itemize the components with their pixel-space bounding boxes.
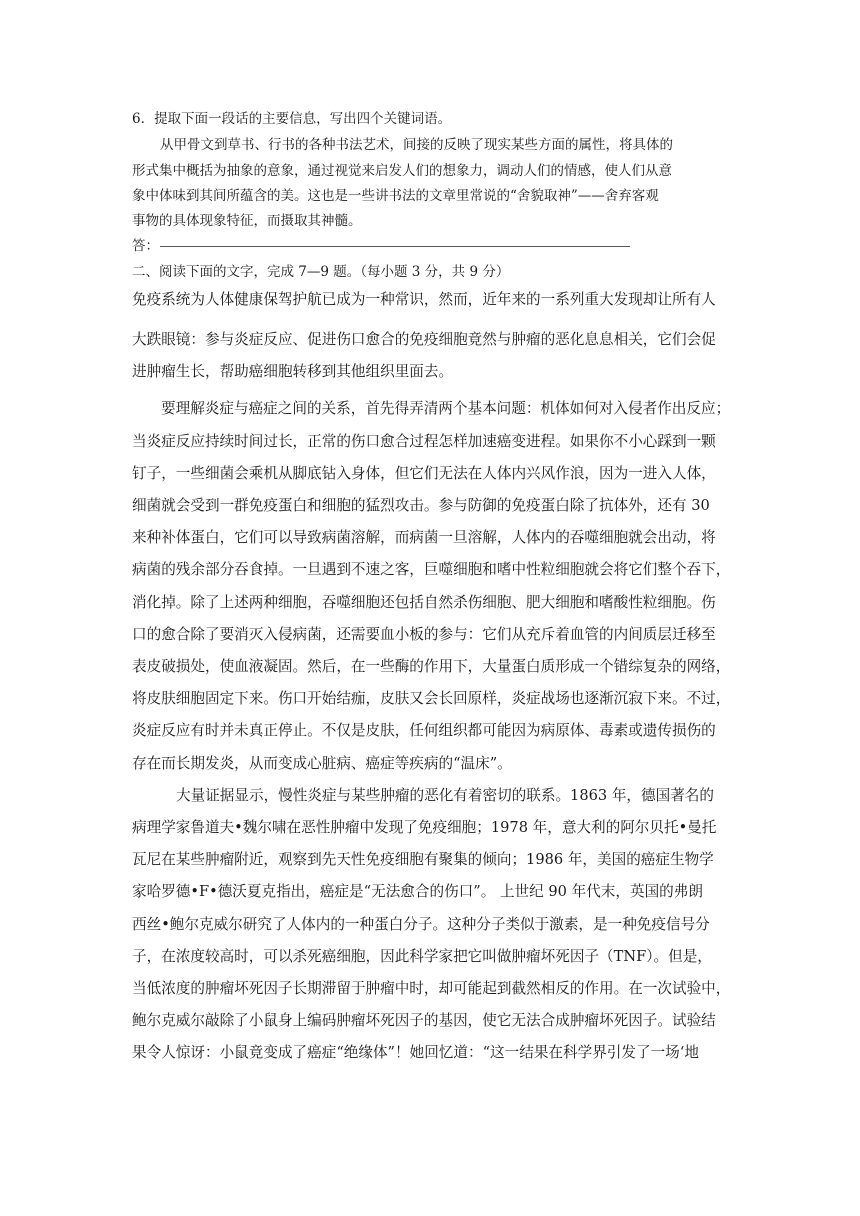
passage-line: 口的愈合除了要消灭入侵病菌，还需要血小板的参与：它们从充斥着血管的内间质层迁移至 — [132, 626, 716, 643]
passage-line: 进肿瘤生长，帮助癌细胞转移到其他组织里面去。 — [132, 363, 454, 380]
passage-line: 当炎症反应持续时间过长，正常的伤口愈合过程怎样加速癌变进程。如果你不小心踩到一颗 — [132, 433, 716, 450]
passage-line: 钉子，一些细菌会乘机从脚底钻入身体，但它们无法在人体内兴风作浪，因为一进入人体， — [132, 465, 716, 482]
passage-line: 西丝•鲍尔克威尔研究了人体内的一种蛋白分子。这种分子类似于激素，是一种免疫信号分 — [132, 916, 710, 933]
answer-label: 答： — [132, 238, 159, 254]
question-6-text-line: 形式集中概括为抽象的意象，通过视觉来启发人们的想象力，调动人们的情感，使人们从意 — [132, 163, 672, 179]
passage-line: 免疫系统为人体健康保驾护航已成为一种常识，然而，近年来的一系列重大发现却让所有人 — [132, 291, 716, 308]
passage-line: 大跌眼镜：参与炎症反应、促进伤口愈合的免疫细胞竟然与肿瘤的恶化息息相关，它们会促 — [132, 331, 716, 348]
passage-line: 家哈罗德•F•德沃夏克指出，癌症是“无法愈合的伤口”。 上世纪 90 年代末，英国的弗朗 — [132, 883, 703, 900]
answer-line — [160, 246, 630, 247]
passage-line: 瓦尼在某些肿瘤附近，观察到先天性免疫细胞有聚集的倾向；1986 年，美国的癌症生物学 — [132, 851, 714, 868]
passage-line: 要理解炎症与癌症之间的关系，首先得弄清两个基本问题：机体如何对入侵者作出反应； — [161, 400, 731, 417]
passage-line: 鲍尔克威尔敲除了小鼠身上编码肿瘤坏死因子的基因，使它无法合成肿瘤坏死因子。试验结 — [132, 1012, 716, 1029]
passage-line: 表皮破损处，使血液凝固。然后，在一些酶的作用下，大量蛋白质形成一个错综复杂的网络， — [132, 658, 731, 675]
section-2-heading: 二、阅读下面的文字，完成 7—9 题。（每小题 3 分，共 9 分） — [132, 264, 510, 280]
passage-line: 存在而长期发炎，从而变成心脏病、癌症等疾病的“温床”。 — [132, 755, 512, 772]
passage-line: 细菌就会受到一群免疫蛋白和细胞的猛烈攻击。参与防御的免疫蛋白除了抗体外，还有 30 — [132, 497, 710, 514]
passage-line: 病理学家鲁道夫•魏尔啸在恶性肿瘤中发现了免疫细胞；1978 年，意大利的阿尔贝托•曼托 — [132, 819, 717, 836]
passage-line: 来种补体蛋白，它们可以导致病菌溶解，而病菌一旦溶解，人体内的吞噬细胞就会出动，将 — [132, 529, 716, 546]
passage-line: 病菌的残余部分吞食掉。一旦遇到不速之客，巨噬细胞和嗜中性粒细胞就会将它们整个吞下， — [132, 561, 731, 578]
passage-line: 将皮肤细胞固定下来。伤口开始结痂，皮肤又会长回原样，炎症战场也逐渐沉寂下来。不过， — [132, 690, 731, 707]
question-6-text-line: 事物的具体现象特征，而摄取其神髓。 — [132, 213, 362, 229]
passage-line: 子，在浓度较高时，可以杀死癌细胞，因此科学家把它叫做肿瘤坏死因子（TNF）。但是， — [132, 948, 712, 965]
passage-line: 炎症反应有时并未真正停止。不仅是皮肤，任何组织都可能因为病原体、毒素或遗传损伤的 — [132, 722, 716, 739]
question-6-text-line: 象中体味到其间所蕴含的美。这也是一些讲书法的文章里常说的“舍貌取神”——舍弃客观 — [132, 188, 659, 204]
passage-line: 大量证据显示，慢性炎症与某些肿瘤的恶化有着密切的联系。1863 年，德国著名的 — [176, 787, 714, 804]
passage-line: 当低浓度的肿瘤坏死因子长期滞留于肿瘤中时，却可能起到截然相反的作用。在一次试验中， — [132, 980, 731, 997]
passage-line: 果令人惊讶：小鼠竟变成了癌症“绝缘体”！她回忆道：“这一结果在科学界引发了一场‘地 — [132, 1044, 699, 1061]
question-6-text-line: 从甲骨文到草书、行书的各种书法艺术，间接的反映了现实某些方面的属性，将具体的 — [160, 137, 673, 153]
passage-line: 消化掉。除了上述两种细胞，吞噬细胞还包括自然杀伤细胞、肥大细胞和嗜酸性粒细胞。伤 — [132, 594, 716, 611]
question-6-prompt: 6．提取下面一段话的主要信息，写出四个关键词语。 — [132, 111, 452, 127]
